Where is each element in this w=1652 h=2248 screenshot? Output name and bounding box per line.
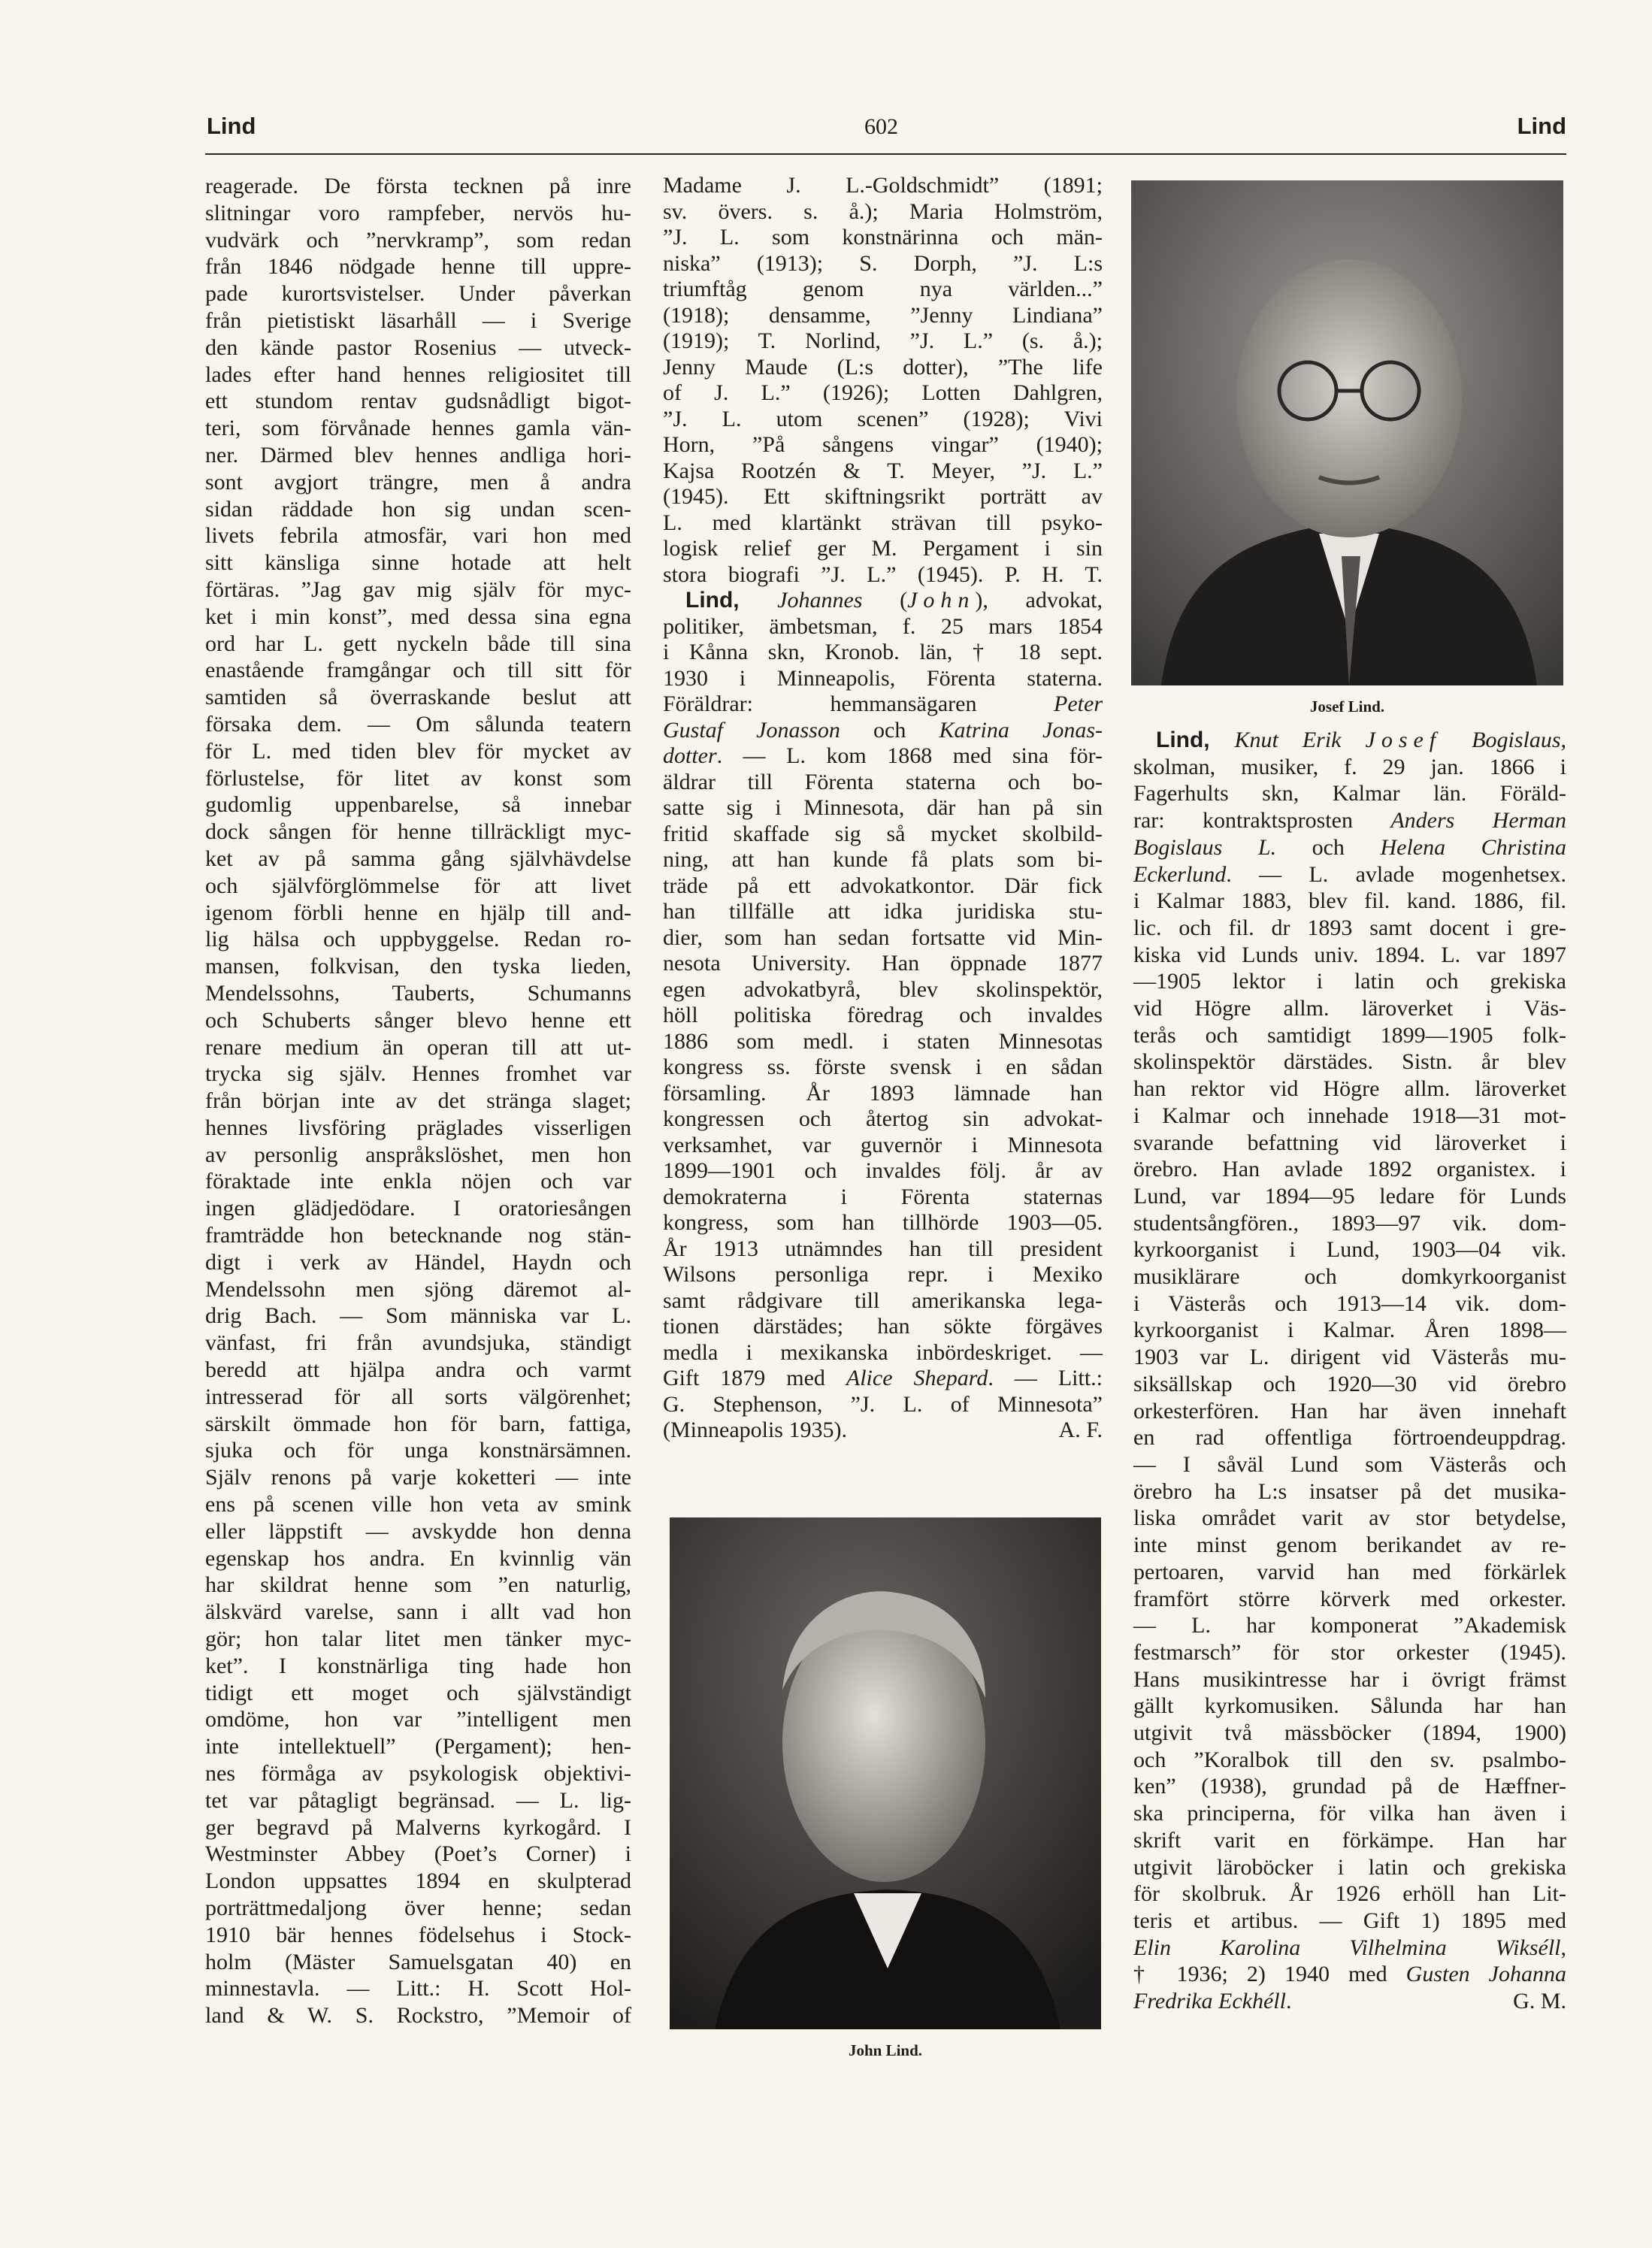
- text-line: kongress ss. förste svensk i en sådan: [663, 1054, 1103, 1079]
- text-line: festmarsch” för stor orkester (1945).: [1133, 1639, 1566, 1665]
- text-line: tionen därstädes; han sökte förgäves: [663, 1314, 1103, 1339]
- text-line: 1886 som medl. i staten Minnesotas: [663, 1028, 1103, 1054]
- text-line: porträttmedaljong över henne; sedan: [205, 1896, 631, 1920]
- entry-headword: Lind,: [1156, 728, 1235, 752]
- text-run: . — Litt.:: [988, 1366, 1103, 1390]
- text-line: nes förmåga av psykologisk objektivi-: [205, 1761, 631, 1787]
- text-line: land & W. S. Rockstro, ”Memoir of: [205, 2003, 631, 2029]
- portrait-photo-john-lind: [670, 1517, 1101, 2029]
- text-line: sidan räddade hon sig undan scen-: [205, 496, 631, 522]
- text-line: föraktade inte enkla nöjen och var: [205, 1169, 631, 1194]
- text-line: Fagerhults skn, Kalmar län. Föräld-: [1133, 781, 1566, 806]
- text-line: skolinspektör därstädes. Sistn. år blev: [1133, 1049, 1566, 1075]
- text-run: † 1936; 2) 1940 med: [1133, 1962, 1406, 1987]
- text-line: siksällskap och 1920—30 vid örebro: [1133, 1371, 1566, 1396]
- text-line: [1133, 727, 1566, 754]
- text-line: Mendelssohn men sjöng däremot al-: [205, 1276, 631, 1302]
- header-rule: [205, 153, 1566, 155]
- text-run: . — L. avlade mogenhetsex.: [1226, 861, 1566, 887]
- text-line: dock sången för henne tillräckligt myc-: [205, 819, 631, 845]
- text-run: ,: [1560, 728, 1567, 752]
- text-line: [1133, 807, 1566, 834]
- text-line: [663, 588, 1103, 614]
- text-line: — I såväl Lund som Västerås och: [1133, 1451, 1566, 1477]
- text-run: . — L. kom 1868 med sina för-: [716, 743, 1103, 768]
- text-line: Lund, var 1894—95 ledare för Lunds: [1133, 1183, 1566, 1209]
- text-line: medla i mexikanska inbördeskriget. —: [663, 1339, 1103, 1365]
- text-line: församling. År 1893 lämnade han: [663, 1080, 1103, 1106]
- running-head-left: Lind: [207, 113, 256, 139]
- text-line: [663, 718, 1103, 744]
- italic-text: Knut Erik: [1234, 728, 1366, 752]
- text-line: [1133, 1935, 1566, 1962]
- italic-text: Gustaf Jonasson: [663, 717, 873, 743]
- author-signature: A. F.: [1058, 1417, 1103, 1442]
- text-line: livets febrila atmosfär, vari hon med: [205, 523, 631, 549]
- italic-text: Eckerlund: [1133, 861, 1227, 887]
- text-line: skrift varit en förkämpe. Han har: [1133, 1827, 1566, 1853]
- text-run: .: [1285, 1989, 1292, 2014]
- text-line: ska principerna, för vilka han även i: [1133, 1801, 1566, 1826]
- text-line: musiklärare och domkyrkoorganist: [1133, 1264, 1566, 1290]
- text-line: fritid skaffade sig så mycket skolbild-: [663, 821, 1103, 846]
- text-line: teris et artibus. — Gift 1) 1895 med: [1133, 1908, 1566, 1933]
- text-line: tet var påtagligt begränsad. — L. lig-: [205, 1787, 631, 1813]
- text-line: i Västerås och 1913—14 vik. dom-: [1133, 1290, 1566, 1316]
- text-line: holm (Mäster Samuelsgatan 40) en: [205, 1949, 631, 1974]
- text-line: örebro ha L:s insatser på det musika-: [1133, 1478, 1566, 1504]
- italic-text: Peter: [1054, 691, 1103, 716]
- text-line: terås och samtidigt 1899—1905 folk-: [1133, 1022, 1566, 1048]
- text-line: stora biografi ”J. L.” (1945). P. H. T.: [663, 561, 1103, 587]
- text-line: G. Stephenson, ”J. L. of Minnesota”: [663, 1391, 1103, 1417]
- text-line: [663, 691, 1103, 718]
- text-line: ”J. L. som konstnärinna och män-: [663, 225, 1103, 250]
- text-line: reagerade. De första tecknen på inre: [205, 174, 631, 198]
- italic-text: Katrina Jonas-: [939, 717, 1103, 743]
- entry-headword: Lind,: [685, 588, 778, 613]
- text-line: omdöme, hon var ”intelligent men: [205, 1707, 631, 1732]
- text-line: äldrar till Förenta staterna och bo-: [663, 769, 1103, 794]
- text-line: [1133, 834, 1566, 861]
- text-line: Mendelssohns, Tauberts, Schumanns: [205, 980, 631, 1006]
- text-line: från 1846 nödgade henne till uppre-: [205, 254, 631, 280]
- text-line: intresserad för all sorts välgörenhet;: [205, 1384, 631, 1409]
- text-line: nesota University. Han öppnade 1877: [663, 951, 1103, 976]
- text-line: satte sig i Minnesota, där han på sin: [663, 795, 1103, 820]
- text-run: rar: kontraktsprosten: [1133, 808, 1391, 834]
- text-run: och: [873, 717, 939, 743]
- photo-caption-john: John Lind.: [848, 2041, 923, 2059]
- text-line: [1133, 861, 1566, 888]
- text-line: Jenny Maude (L:s dotter), ”The life: [663, 354, 1103, 380]
- text-line: 1899—1901 och invaldes följ. år av: [663, 1158, 1103, 1183]
- text-line: han rektor vid Högre allm. läroverket: [1133, 1076, 1566, 1102]
- text-line: ken” (1938), grundad på de Hæffner-: [1133, 1774, 1566, 1799]
- text-line: [663, 1417, 1103, 1444]
- text-line: förtäras. ”Jag gav mig själv för myc-: [205, 576, 631, 602]
- text-line: av personlig anspråkslöshet, men hon: [205, 1142, 631, 1167]
- author-signature: G. M.: [1513, 1989, 1566, 2014]
- text-line: kongress, som han tillhörde 1903—05.: [663, 1210, 1103, 1235]
- text-run: (Minneapolis 1935).: [663, 1417, 847, 1442]
- text-line: lig hälsa och uppbyggelse. Redan ro-: [205, 927, 631, 952]
- text-line: i Kånna skn, Kronob. län, † 18 sept.: [663, 640, 1103, 664]
- spaced-italic-name: Josef: [1365, 728, 1472, 752]
- text-line: [663, 743, 1103, 770]
- text-line: för L. med tiden blev för mycket av: [205, 738, 631, 764]
- text-line: förlustelse, för litet av konst som: [205, 765, 631, 791]
- text-line: 1910 bär hennes födelsehus i Stock-: [205, 1922, 631, 1947]
- text-line: inte intellektuell” (Pergament); hen-: [205, 1734, 631, 1759]
- italic-text: Fredrika Eckhéll: [1133, 1989, 1286, 2014]
- text-line: [1133, 1961, 1566, 1988]
- text-column-2: [663, 173, 1103, 1444]
- text-run: Föräldrar: hemmansägaren: [663, 691, 1054, 716]
- text-line: ger begravd på Malverns kyrkogård. I: [205, 1814, 631, 1840]
- text-line: igenom förbli henne en hjälp till and-: [205, 900, 631, 925]
- text-line: svarande befattning vid läroverket i: [1133, 1130, 1566, 1155]
- text-line: särskilt ömmade hon för barn, fattiga,: [205, 1411, 631, 1436]
- text-line: ner. Därmed blev hennes andliga hori-: [205, 442, 631, 467]
- text-line: och ”Koralbok till den sv. psalmbo-: [1133, 1747, 1566, 1772]
- text-line: slitningar voro rampfeber, nervös hu-: [205, 200, 631, 225]
- text-line: triumftåg genom nya världen...”: [663, 277, 1103, 301]
- text-run: (: [900, 588, 908, 613]
- text-column-3: [1133, 727, 1566, 2015]
- text-line: ning, att han kunde få plats som bi-: [663, 847, 1103, 872]
- text-line: egen advokatbyrå, blev skolinspektör,: [663, 976, 1103, 1002]
- italic-text: Gusten Johanna: [1405, 1962, 1566, 1987]
- text-line: Kajsa Rootzén & T. Meyer, ”J. L.”: [663, 458, 1103, 483]
- text-line: Själv renons på varje koketteri — inte: [205, 1465, 631, 1490]
- text-line: orkesterfören. Han har även innehaft: [1133, 1398, 1566, 1424]
- text-line: från pietistiskt läsarhåll — i Sverige: [205, 307, 631, 333]
- text-line: Wilsons personliga repr. i Mexiko: [663, 1262, 1103, 1287]
- text-line: renare medium än operan till att ut-: [205, 1034, 631, 1060]
- text-line: År 1913 utnämndes han till president: [663, 1236, 1103, 1261]
- text-line: sont avgjort trängre, men å andra: [205, 469, 631, 495]
- text-line: han tillfälle att idka juridiska stu-: [663, 899, 1103, 924]
- text-line: vudvärk och ”nervkramp”, som redan: [205, 227, 631, 253]
- text-line: verksamhet, var guvernör i Minnesota: [663, 1132, 1103, 1157]
- text-line: (1918); densamme, ”Jenny Lindiana”: [663, 302, 1103, 328]
- text-line: har skildrat henne som ”en naturlig,: [205, 1572, 631, 1598]
- text-line: vid Högre allm. läroverket i Väs-: [1133, 996, 1566, 1021]
- text-line: lic. och fil. dr 1893 samt docent i gre-: [1133, 915, 1566, 940]
- text-line: i Kalmar och innehade 1918—31 mot-: [1133, 1103, 1566, 1128]
- text-line: kiska vid Lunds univ. 1894. L. var 1897: [1133, 942, 1566, 967]
- italic-text: Bogislaus L.: [1133, 834, 1312, 860]
- text-line: ingen glädjedödare. I oratoriesången: [205, 1196, 631, 1221]
- text-line: utgivit två mässböcker (1894, 1900): [1133, 1720, 1566, 1746]
- text-line: skolman, musiker, f. 29 jan. 1866 i: [1133, 754, 1566, 779]
- text-line: älskvärd varelse, sann i allt vad hon: [205, 1599, 631, 1625]
- italic-text: Elin Karolina Vilhelmina Wikséll: [1133, 1935, 1561, 1960]
- text-line: Horn, ”På sångens vingar” (1940);: [663, 432, 1103, 457]
- text-line: gudomlig uppenbarelse, så innebar: [205, 792, 631, 818]
- text-line: kongressen och återtog sin advokat-: [663, 1106, 1103, 1131]
- text-line: enastående framgångar och till sitt för: [205, 658, 631, 683]
- text-line: gällt kyrkomusiken. Sålunda har han: [1133, 1693, 1566, 1719]
- text-line: försaka dem. — Om sålunda teatern: [205, 711, 631, 737]
- text-line: (1945). Ett skiftningsrikt porträtt av: [663, 484, 1103, 509]
- text-line: digt i verk av Händel, Haydn och: [205, 1249, 631, 1275]
- text-line: liska området varit av stor betydelse,: [1133, 1505, 1566, 1531]
- text-line: framträdde hon betecknande nog stän-: [205, 1223, 631, 1248]
- spaced-italic-name: John: [907, 588, 976, 613]
- text-line: kyrkoorganist i Kalmar. Åren 1898—: [1133, 1318, 1566, 1343]
- portrait-photo-josef-lind: [1131, 180, 1563, 685]
- text-line: — L. har komponerat ”Akademisk: [1133, 1613, 1566, 1638]
- text-line: ens på scenen ville hon veta av smink: [205, 1492, 631, 1517]
- text-line: L. med klartänkt strävan till psyko-: [663, 510, 1103, 535]
- text-line: samtiden så överraskande beslut att: [205, 685, 631, 710]
- text-line: sjuka och för unga konstnärsämnen.: [205, 1438, 631, 1463]
- text-line: (1919); T. Norlind, ”J. L.” (s. å.);: [663, 328, 1103, 353]
- text-line: Madame J. L.-Goldschmidt” (1891;: [663, 173, 1103, 198]
- text-line: för skolbruk. År 1926 erhöll han Lit-: [1133, 1881, 1566, 1907]
- text-line: den kände pastor Rosenius — utveck-: [205, 334, 631, 360]
- photo-caption-josef: Josef Lind.: [1309, 697, 1385, 716]
- text-line: örebro. Han avlade 1892 organistex. i: [1133, 1157, 1566, 1182]
- text-line: mansen, folkvisan, den tyska lieden,: [205, 954, 631, 979]
- text-line: teri, som förvånade hennes gamla vän-: [205, 416, 631, 441]
- text-line: [1133, 1988, 1566, 2015]
- text-line: demokraterna i Förenta staternas: [663, 1184, 1103, 1209]
- text-line: of J. L.” (1926); Lotten Dahlgren,: [663, 380, 1103, 405]
- text-line: 1903 var L. dirigent vid Västerås mu-: [1133, 1345, 1566, 1370]
- text-column-1: [205, 173, 631, 2029]
- text-line: drig Bach. — Som människa var L.: [205, 1303, 631, 1329]
- text-line: sv. övers. s. å.); Maria Holmström,: [663, 198, 1103, 224]
- text-line: [663, 1366, 1103, 1392]
- text-line: framfört större körverk med orkester.: [1133, 1586, 1566, 1611]
- text-run: ), advokat,: [975, 588, 1103, 613]
- italic-text: Alice Shepard: [846, 1366, 988, 1390]
- text-run: Gift 1879 med: [663, 1366, 846, 1390]
- text-line: och självförglömmelse för att livet: [205, 873, 631, 898]
- running-head-right: Lind: [1517, 113, 1566, 139]
- italic-text: Helena Christina: [1380, 834, 1566, 860]
- text-line: utgivit läroböcker i latin och grekiska: [1133, 1854, 1566, 1880]
- text-line: egenskap hos andra. En kvinnlig vän: [205, 1545, 631, 1571]
- italic-text: dotter: [663, 743, 717, 768]
- text-line: hennes livsföring präglades visserligen: [205, 1115, 631, 1140]
- italic-text: Bogislaus: [1472, 728, 1561, 752]
- italic-text: Johannes: [777, 588, 900, 613]
- page-number: 602: [864, 114, 898, 139]
- text-line: en rad offentliga förtroendeuppdrag.: [1133, 1425, 1566, 1451]
- text-line: kyrkoorganist i Lund, 1903—04 vik.: [1133, 1237, 1566, 1263]
- text-line: Hans musikintresse har i övrigt främst: [1133, 1666, 1566, 1692]
- text-line: samt rådgivare till amerikanska lega-: [663, 1287, 1103, 1313]
- text-run: och: [1312, 834, 1381, 860]
- text-line: minnestavla. — Litt.: H. Scott Hol-: [205, 1976, 631, 2001]
- text-line: pade kurortsvistelser. Under påverkan: [205, 281, 631, 307]
- text-line: dier, som han sedan fortsatte vid Min-: [663, 924, 1103, 950]
- text-line: träde på ett advokatkontor. Där fick: [663, 873, 1103, 898]
- text-line: ket av på samma gång självhävdelse: [205, 846, 631, 871]
- text-line: politiker, ämbetsman, f. 25 mars 1854: [663, 613, 1103, 639]
- text-line: 1930 i Minneapolis, Förenta staterna.: [663, 665, 1103, 691]
- italic-text: Anders Herman: [1390, 808, 1566, 834]
- text-line: tidigt ett moget och självständigt: [205, 1680, 631, 1705]
- text-line: eller läppstift — avskydde hon denna: [205, 1518, 631, 1544]
- text-line: höll politiska föredrag och invaldes: [663, 1003, 1103, 1027]
- text-line: lades efter hand hennes religiositet till: [205, 362, 631, 387]
- text-line: ett stundom rentav gudsnådligt bigot-: [205, 389, 631, 414]
- text-line: ket”. I konstnärliga ting hade hon: [205, 1653, 631, 1678]
- text-line: i Kalmar 1883, blev fil. kand. 1886, fil.: [1133, 888, 1566, 914]
- text-line: vänfast, fri från avundsjuka, ständigt: [205, 1330, 631, 1356]
- text-line: London uppsattes 1894 en skulpterad: [205, 1868, 631, 1894]
- text-line: ord har L. gett nyckeln både till sina: [205, 631, 631, 656]
- text-line: inte minst genom berikandet av re-: [1133, 1532, 1566, 1558]
- text-line: trycka sig själv. Hennes fromhet var: [205, 1061, 631, 1087]
- text-line: ”J. L. utom scenen” (1928); Vivi: [663, 406, 1103, 431]
- text-line: pertoaren, varvid han med förkärlek: [1133, 1559, 1566, 1584]
- text-line: och Schuberts sånger blevo henne ett: [205, 1007, 631, 1033]
- text-line: Westminster Abbey (Poet’s Corner) i: [205, 1841, 631, 1867]
- text-line: —1905 lektor i latin och grekiska: [1133, 969, 1566, 994]
- text-line: ket i min konst”, med dessa sina egna: [205, 604, 631, 629]
- text-line: studentsångfören., 1893—97 vik. dom-: [1133, 1210, 1566, 1236]
- text-line: från början inte av det stränga slaget;: [205, 1088, 631, 1114]
- text-line: logisk relief ger M. Pergament i sin: [663, 536, 1103, 561]
- text-line: beredd att hjälpa andra och varmt: [205, 1357, 631, 1383]
- text-run: ,: [1560, 1935, 1566, 1960]
- text-line: gör; hon talar litet men tänker myc-: [205, 1626, 631, 1652]
- text-line: niska” (1913); S. Dorph, ”J. L:s: [663, 250, 1103, 276]
- text-line: sitt känsliga sinne hotade att helt: [205, 550, 631, 576]
